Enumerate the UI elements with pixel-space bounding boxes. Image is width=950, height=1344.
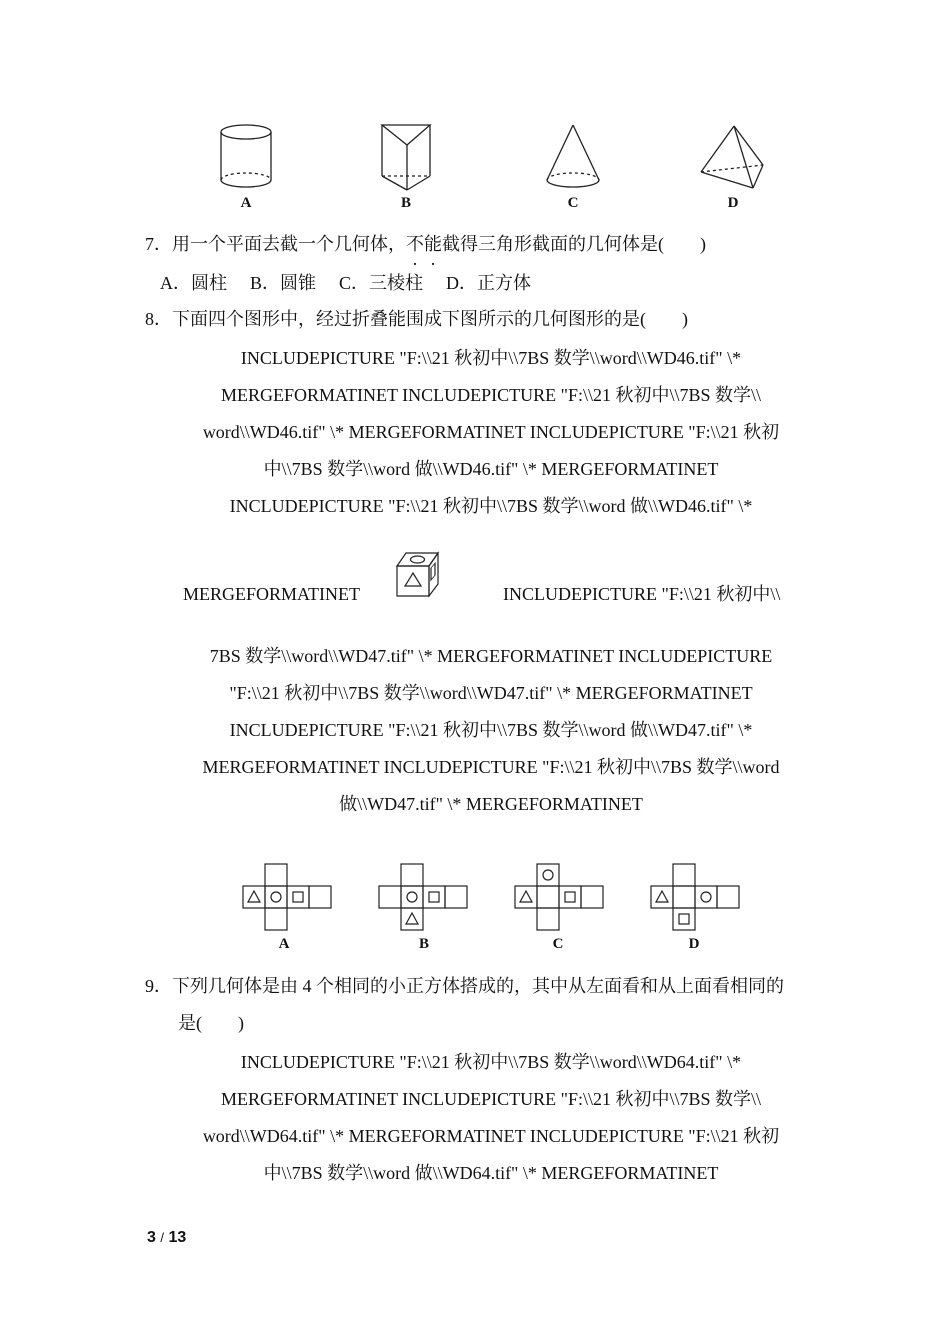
figure-solids xyxy=(0,0,950,220)
question-9 xyxy=(145,975,784,997)
option-d: D．正方体 xyxy=(446,273,532,293)
current-page: 3 xyxy=(147,1229,156,1246)
emphasis-char: 不 xyxy=(406,234,424,254)
option-c: C．三棱柱 xyxy=(339,273,424,293)
net-c xyxy=(515,864,603,930)
field-code-line: INCLUDEPICTURE "F:\\21 秋初中\\7BS 数学\\word 做\\WD46.tif" \* xyxy=(229,496,753,516)
net-label-b: B xyxy=(418,936,429,952)
question-text: 用一个平面去截一个几何体， xyxy=(172,234,406,254)
figure-label-d: D xyxy=(727,195,739,211)
cube-figure xyxy=(394,548,454,608)
field-code-line: MERGEFORMATINET INCLUDEPICTURE "F:\\21 秋初中\\7BS 数学\\word xyxy=(202,757,780,777)
page-number xyxy=(147,1229,186,1247)
net-label-d: D xyxy=(688,936,700,952)
net-label-a: A xyxy=(278,936,290,952)
net-label-c: C xyxy=(552,936,564,952)
question-number: 9． xyxy=(145,976,172,996)
figure-label-a: A xyxy=(240,195,252,211)
figure-label-b: B xyxy=(400,195,411,211)
field-code-line: 中\\7BS 数学\\word 做\\WD46.tif" \* MERGEFORMATINET xyxy=(263,459,719,479)
field-code-line: 7BS 数学\\word\\WD47.tif" \* MERGEFORMATINET INCLUDEPICTURE xyxy=(209,646,773,666)
question-text: 截得三角形截面的几何体是( ) xyxy=(442,234,706,254)
field-code-line: word\\WD64.tif" \* MERGEFORMATINET INCLUDEPICTURE "F:\\21 秋初 xyxy=(202,1126,780,1146)
question-number: 8． xyxy=(145,309,172,329)
net-d xyxy=(651,864,739,930)
option-a: A．圆柱 xyxy=(160,273,227,293)
net-a xyxy=(243,864,331,930)
prism-shape xyxy=(382,125,430,190)
field-code-line: MERGEFORMATINET INCLUDEPICTURE "F:\\21 秋初中\\7BS 数学\\ xyxy=(220,1089,762,1109)
pyramid-shape xyxy=(701,126,763,188)
question-9-cont: 是( ) xyxy=(178,1013,244,1033)
net-b xyxy=(379,864,467,930)
field-code-line: INCLUDEPICTURE "F:\\21 秋初中\\7BS 数学\\word 做\\WD47.tif" \* xyxy=(229,720,753,740)
page-separator: / xyxy=(160,1230,164,1245)
field-code-line: word\\WD46.tif" \* MERGEFORMATINET INCLUDEPICTURE "F:\\21 秋初 xyxy=(202,422,780,442)
question-7 xyxy=(145,233,706,255)
question-8 xyxy=(145,308,688,330)
cube-nets xyxy=(0,855,950,975)
question-number: 7． xyxy=(145,234,172,254)
question-text: 下列几何体是由 4 个相同的小正方体搭成的，其中从左面看和从上面看相同的 xyxy=(172,976,784,996)
field-code-line: "F:\\21 秋初中\\7BS 数学\\word\\WD47.tif" \* MERGEFORMATINET xyxy=(229,683,753,703)
field-code-line: 做\\WD47.tif" \* MERGEFORMATINET xyxy=(339,794,643,814)
field-code-line: MERGEFORMATINET INCLUDEPICTURE "F:\\21 秋初中\\7BS 数学\\ xyxy=(220,385,762,405)
cone-shape xyxy=(547,125,599,187)
option-b: B．圆锥 xyxy=(250,273,317,293)
field-code-inline-left: MERGEFORMATINET xyxy=(183,584,361,604)
field-code-inline-right: INCLUDEPICTURE "F:\\21 秋初中\\ xyxy=(503,584,781,604)
field-code-line: INCLUDEPICTURE "F:\\21 秋初中\\7BS 数学\\word\\WD46.tif" \* xyxy=(240,348,742,368)
q7-options xyxy=(160,272,531,294)
field-code-line: INCLUDEPICTURE "F:\\21 秋初中\\7BS 数学\\word\\WD64.tif" \* xyxy=(240,1052,742,1072)
figure-label-c: C xyxy=(567,195,579,211)
emphasis-char: 能 xyxy=(424,234,442,254)
field-code-line: 中\\7BS 数学\\word 做\\WD64.tif" \* MERGEFORMATINET xyxy=(263,1163,719,1183)
total-pages: 13 xyxy=(168,1229,187,1246)
question-text: 下面四个图形中，经过折叠能围成下图所示的几何图形的是( ) xyxy=(172,309,688,329)
cylinder-shape xyxy=(221,125,271,187)
